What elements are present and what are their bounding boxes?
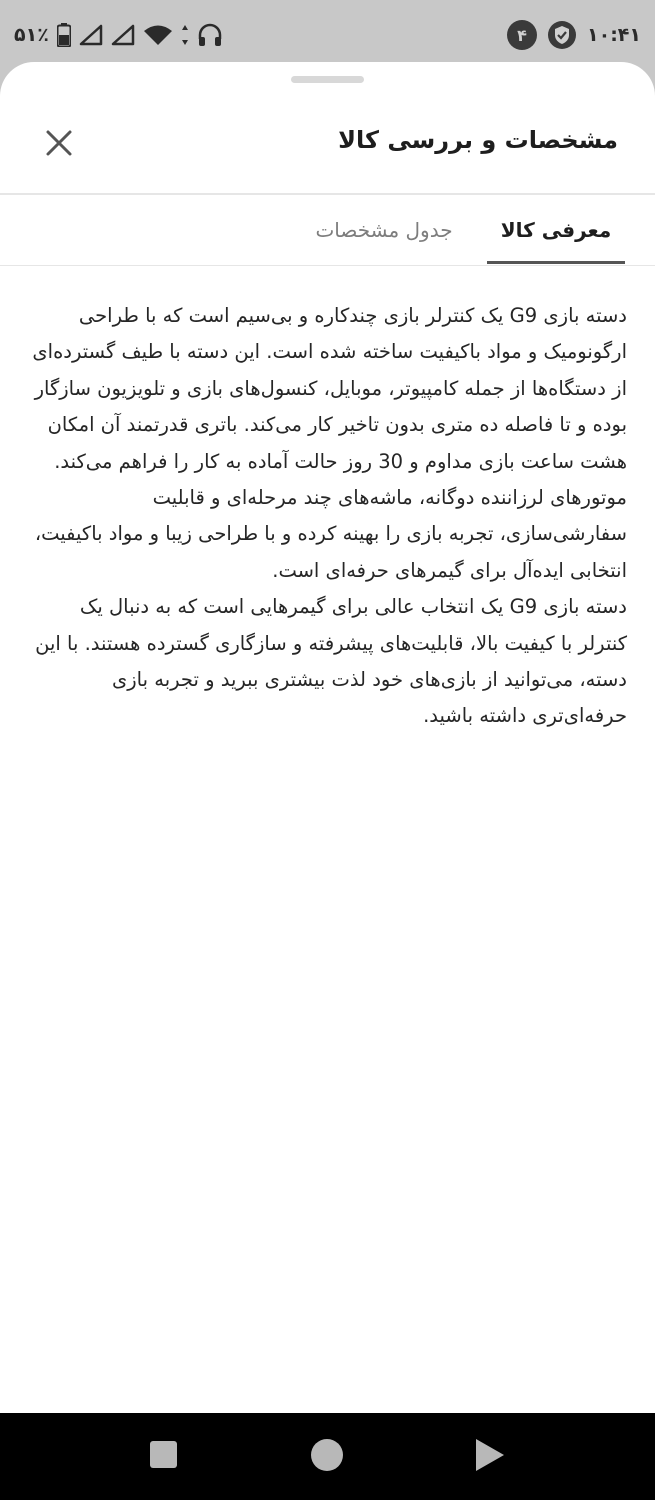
navigation-bar <box>0 1413 655 1500</box>
drag-handle[interactable] <box>291 76 364 83</box>
sheet-title: مشخصات و بررسی کالا <box>338 126 618 154</box>
tab-specs-table[interactable]: جدول مشخصات <box>315 218 453 242</box>
tab-bar <box>0 195 655 265</box>
battery-icon <box>57 23 71 47</box>
notification-badge: ۴ <box>507 20 537 50</box>
bottom-sheet <box>0 62 655 1413</box>
tabs-divider <box>0 265 655 266</box>
recents-button[interactable] <box>150 1441 177 1468</box>
shield-check-icon <box>547 20 577 50</box>
status-left <box>14 20 223 50</box>
back-button[interactable] <box>476 1439 504 1471</box>
data-transfer-icon <box>181 24 189 46</box>
description-paragraph: دسته بازی G9 یک انتخاب عالی برای گیمرهایی است که به دنبال یک کنترلر با کیفیت بالا، قابلیت‌های پیشرفته و سازگاری گسترده هستند. با این دسته، می‌توانید از بازی‌های خود لذت بیشتری ببرید و تجربه بازی حرفه‌ای‌تری داشته باشید. <box>35 595 627 728</box>
description-paragraph: دسته بازی G9 یک کنترلر بازی چندکاره و بی‌سیم است که با طراحی ارگونومیک و مواد باکیفیت ساخته شده است. این دسته با طیف گسترده‌ای از دستگاه‌ها از جمله کامپیوتر، موبایل، کنسول‌های بازی و تلویزیون سازگار بوده و تا فاصله ده متری بدون تاخیر کار می‌کند. باتری قدرتمند آن امکان هشت ساعت بازی مداوم و 30 روز حالت آماده به کار را فراهم می‌کند. موتورهای لرزاننده دوگانه، ماشه‌های چند مرحله‌ای و قابلیت سفارشی‌سازی، تجربه بازی را بهینه کرده و با طراحی زیبا و مواد باکیفیت، انتخابی ایده‌آل برای گیمرهای حرفه‌ای است. <box>32 304 627 582</box>
close-button[interactable] <box>40 124 78 162</box>
clock: ۱۰:۴۱ <box>587 24 641 46</box>
wifi-icon <box>143 24 173 46</box>
battery-percentage: ۵۱٪ <box>14 24 49 46</box>
tab-product-intro[interactable]: معرفی کالا <box>500 218 612 242</box>
signal-icon <box>79 24 103 46</box>
signal-icon <box>111 24 135 46</box>
sheet-header <box>0 102 655 194</box>
product-description <box>30 298 627 735</box>
headphones-icon <box>197 23 223 47</box>
active-tab-indicator <box>487 261 625 264</box>
status-right <box>507 18 641 52</box>
home-button[interactable] <box>311 1439 343 1471</box>
close-icon <box>45 129 73 157</box>
